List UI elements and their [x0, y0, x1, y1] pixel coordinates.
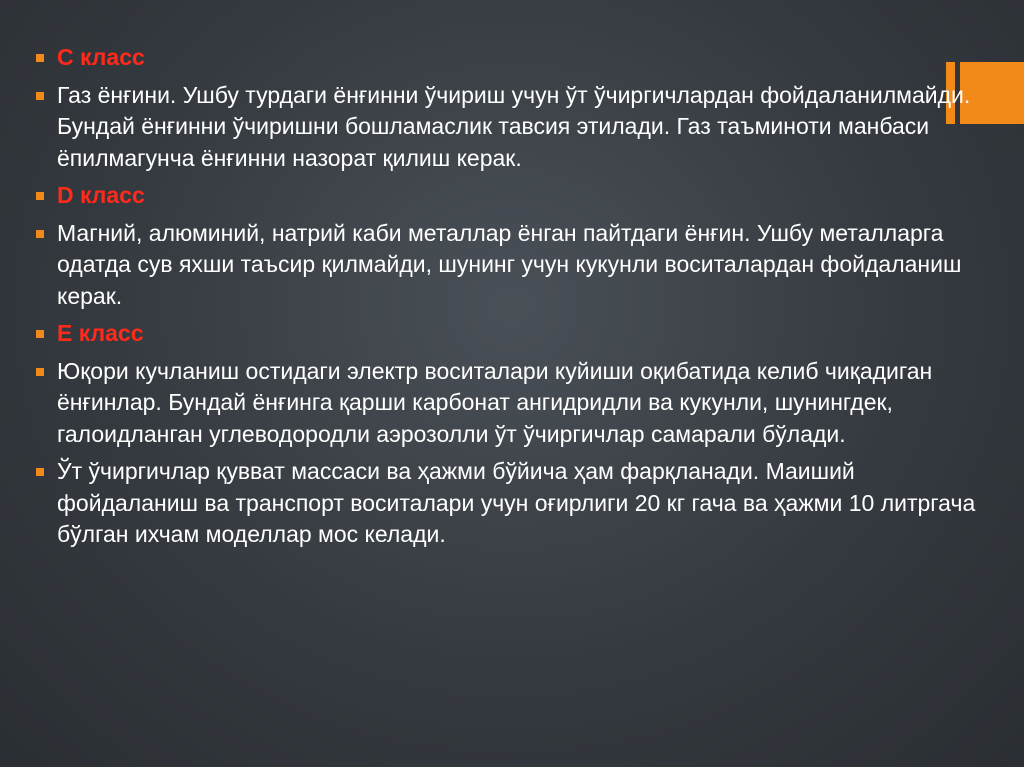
square-bullet-icon [36, 230, 44, 238]
paragraph-text: Ўт ўчиргичлар қувват массаси ва ҳажми бўйича ҳам фарқланади. Маиший фойдаланиш ва транспорт воситалари учун оғирлиги 20 кг гача ва ҳажми 10 литргача бўлган ихчам моделлар мос келади. [57, 458, 976, 547]
paragraph-electrical-fire [34, 356, 996, 451]
heading-class-c [34, 42, 996, 74]
square-bullet-icon [36, 330, 44, 338]
square-bullet-icon [36, 192, 44, 200]
heading-text: Е класс [57, 320, 144, 346]
paragraph-extinguisher-sizes [34, 456, 996, 551]
square-bullet-icon [36, 54, 44, 62]
heading-class-d [34, 180, 996, 212]
square-bullet-icon [36, 368, 44, 376]
heading-class-e [34, 318, 996, 350]
paragraph-metal-fire [34, 218, 996, 313]
square-bullet-icon [36, 92, 44, 100]
paragraph-gas-fire [34, 80, 996, 175]
heading-text: С класс [57, 44, 145, 70]
slide-content [34, 42, 996, 557]
heading-text: D класс [57, 182, 145, 208]
square-bullet-icon [36, 468, 44, 476]
paragraph-text: Газ ёнғини. Ушбу турдаги ёнғинни ўчириш учун ўт ўчиргичлардан фойдаланилмайди. Бундай ёнғинни ўчиришни бошламаслик тавсия этилади. Газ таъминоти манбаси ёпилмагунча ёнғинни назорат қилиш керак. [57, 81, 971, 171]
paragraph-text: Магний, алюминий, натрий каби металлар ёнган пайтдаги ёнғин. Ушбу металларга одатда сув яхши таъсир қилмайди, шунинг учун кукунли воситалардан фойдаланиш керак. [57, 219, 962, 309]
paragraph-text: Юқори кучланиш остидаги электр воситалари куйиши оқибатида келиб чиқадиган ёнғинлар. Бундай ёнғинга қарши карбонат ангидридли ва кукунли, шунингдек, галоидланган углеводородли аэрозолли ўт ўчиргичлар самарали бўлади. [57, 357, 933, 447]
